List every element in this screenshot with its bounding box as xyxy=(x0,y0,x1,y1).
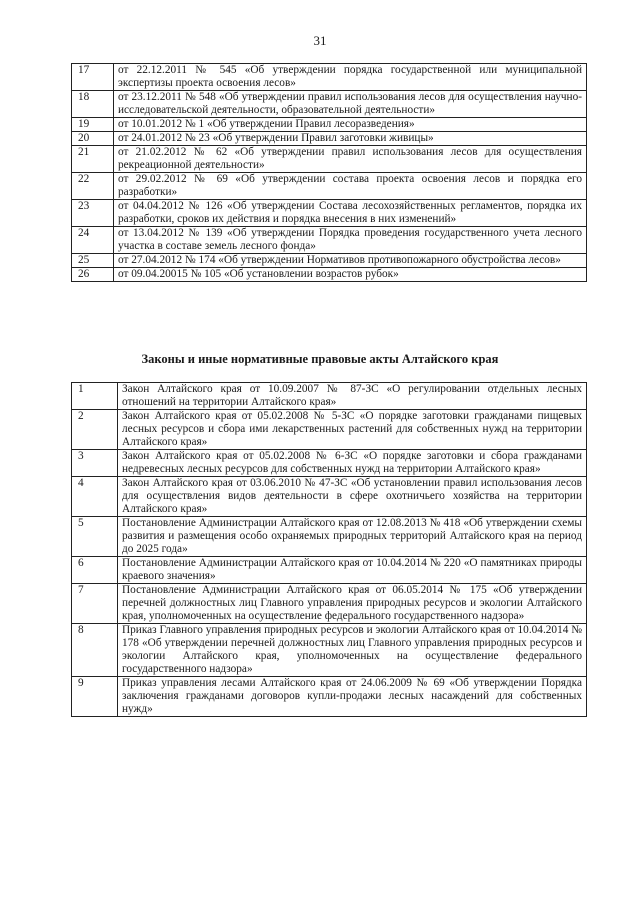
row-number: 1 xyxy=(72,383,118,410)
row-number: 8 xyxy=(72,624,118,677)
row-number: 5 xyxy=(72,517,118,557)
act-description: Постановление Администрации Алтайского края от 10.04.2014 № 220 «О памятниках природы краевого значения» xyxy=(118,557,587,584)
act-description: Постановление Администрации Алтайского края от 12.08.2013 № 418 «Об утверждении схемы развития и размещения особо охраняемых природных территорий Алтайского края на период до 2025 года» xyxy=(118,517,587,557)
row-number: 17 xyxy=(72,64,114,91)
table-row xyxy=(72,254,587,268)
row-number: 2 xyxy=(72,410,118,450)
page-number: 31 xyxy=(313,33,327,48)
act-description: от 27.04.2012 № 174 «Об утверждении Нормативов противопожарного обустройства лесов» xyxy=(114,254,587,268)
act-description: от 24.01.2012 № 23 «Об утверждении Правил заготовки живицы» xyxy=(114,132,587,146)
act-description: Приказ управления лесами Алтайского края от 24.06.2009 № 69 «Об утверждении Порядка заключения гражданами договоров купли-продажи лесных насаждений для собственных нужд» xyxy=(118,677,587,717)
table-row xyxy=(72,146,587,173)
act-description: от 29.02.2012 № 69 «Об утверждении состава проекта освоения лесов и порядка его разработки» xyxy=(114,173,587,200)
table-row xyxy=(72,268,587,282)
row-number: 4 xyxy=(72,477,118,517)
row-number: 9 xyxy=(72,677,118,717)
table-row xyxy=(72,118,587,132)
act-description: Закон Алтайского края от 03.06.2010 № 47-ЗС «Об установлении правил использования лесов для осуществления видов деятельности в сфере охотничьего хозяйства на территории Алтайского края» xyxy=(118,477,587,517)
regional-acts-table xyxy=(71,382,587,717)
act-description: от 10.01.2012 № 1 «Об утверждении Правил лесоразведения» xyxy=(114,118,587,132)
act-description: Закон Алтайского края от 05.02.2008 № 6-ЗС «О порядке заготовки и сбора гражданами недревесных лесных ресурсов для собственных нужд на территории Алтайского края» xyxy=(118,450,587,477)
row-number: 6 xyxy=(72,557,118,584)
row-number: 18 xyxy=(72,91,114,118)
table-row xyxy=(72,450,587,477)
table-row xyxy=(72,410,587,450)
row-number: 3 xyxy=(72,450,118,477)
act-description: Постановление Администрации Алтайского края от 06.05.2014 № 175 «Об утверждении перечней должностных лиц Главного управления природных ресурсов и экологии Алтайского края, уполномоченных на осуществление федерального государственного надзора» xyxy=(118,584,587,624)
row-number: 26 xyxy=(72,268,114,282)
act-description: от 09.04.20015 № 105 «Об установлении возрастов рубок» xyxy=(114,268,587,282)
act-description: Закон Алтайского края от 10.09.2007 № 87-ЗС «О регулировании отдельных лесных отношений на территории Алтайского края» xyxy=(118,383,587,410)
act-description: от 04.04.2012 № 126 «Об утверждении Состава лесохозяйственных регламентов, порядка их разработки, сроков их действия и порядка внесения в них изменений» xyxy=(114,200,587,227)
federal-acts-table xyxy=(71,63,587,282)
row-number: 7 xyxy=(72,584,118,624)
table-row xyxy=(72,477,587,517)
row-number: 21 xyxy=(72,146,114,173)
row-number: 23 xyxy=(72,200,114,227)
table-row xyxy=(72,584,587,624)
table-row xyxy=(72,173,587,200)
row-number: 24 xyxy=(72,227,114,254)
table-row xyxy=(72,624,587,677)
section-heading: Законы и иные нормативные правовые акты Алтайского края xyxy=(141,352,499,366)
row-number: 20 xyxy=(72,132,114,146)
act-description: Приказ Главного управления природных ресурсов и экологии Алтайского края от 10.04.2014 № 178 «Об утверждении перечней должностных лиц Главного управления природных ресурсов и экологии Алтайского края, уполномоченных на осуществление федерального государственного надзора» xyxy=(118,624,587,677)
row-number: 25 xyxy=(72,254,114,268)
table-row xyxy=(72,227,587,254)
table-row xyxy=(72,132,587,146)
act-description: Закон Алтайского края от 05.02.2008 № 5-ЗС «О порядке заготовки гражданами пищевых лесных ресурсов и сбора ими лекарственных растений для собственных нужд на территории Алтайского края» xyxy=(118,410,587,450)
table-row xyxy=(72,200,587,227)
table-row xyxy=(72,677,587,717)
table-row xyxy=(72,517,587,557)
act-description: от 23.12.2011 № 548 «Об утверждении правил использования лесов для осуществления научно-исследовательской деятельности, образовательной деятельности» xyxy=(114,91,587,118)
table-row xyxy=(72,64,587,91)
act-description: от 13.04.2012 № 139 «Об утверждении Порядка проведения государственного учета лесного участка в составе земель лесного фонда» xyxy=(114,227,587,254)
table-row xyxy=(72,383,587,410)
row-number: 19 xyxy=(72,118,114,132)
act-description: от 21.02.2012 № 62 «Об утверждении правил использования лесов для осуществления рекреационной деятельности» xyxy=(114,146,587,173)
row-number: 22 xyxy=(72,173,114,200)
act-description: от 22.12.2011 № 545 «Об утверждении порядка государственной или муниципальной экспертизы проекта освоения лесов» xyxy=(114,64,587,91)
table-row xyxy=(72,557,587,584)
table-row xyxy=(72,91,587,118)
